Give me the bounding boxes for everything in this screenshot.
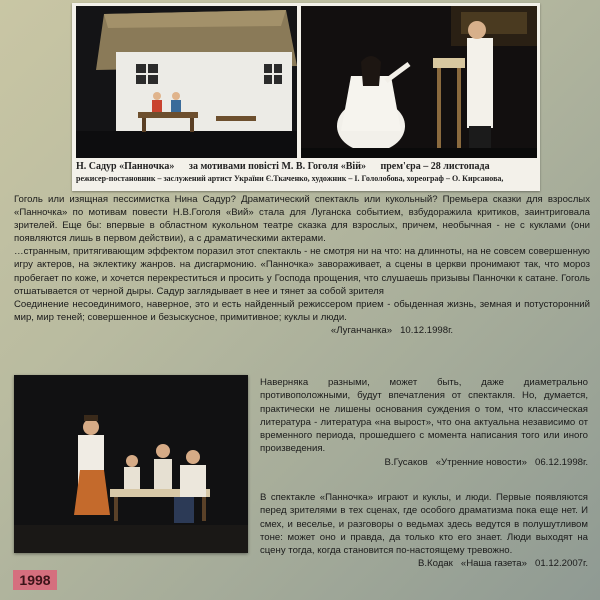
- stage-photo-cottage-with-puppets: [76, 6, 297, 158]
- caption-based-on: за мотивами повісті: [188, 161, 279, 172]
- stage-photo-cossacks-at-table: [14, 375, 248, 553]
- review-2: [260, 491, 588, 571]
- review-2-text: В спектакле «Панночка» играют и куклы, и люди. Первые появляются перед зрителями в тех сценах, где особого драматизма пока еще нет. И смех, и веселье, и разговоры о ведьмах здесь ведутся в полушутливом тоне: может оно и правда, да только кто его знает. Люди выходят на сцену тогда, когда становится по-настоящему тревожно.: [260, 492, 588, 557]
- stage-photo-cossacks-art: [14, 375, 248, 553]
- stage-photo-church-scene-art: [301, 6, 537, 158]
- stage-photo-kneeling-woman-and-priest: [301, 6, 537, 158]
- article-conclusion: Соединение несоединимого, наверное, это и есть найденный режиссером прием - обыденная жизнь, земная и потусторонний мир, мир теней; совершенное и безыскусное, примитивное; куклы и люди.: [14, 298, 590, 323]
- article-intro: Гоголь или изящная пессимистка Нина Садур? Драматический спектакль или кукольный? Премьера сказки для взрослых «Панночка» по мотивам повести Н.В.Гоголя «Вий» стала для Луганска событием, взбудоражила критиков, заинтриговала зрителей. Еще бы: впервые в областном кукольном театре сказка для взрослых, причем, необычная - не с куклами (они появляются лишь в первом действии), а с драматическими актерами.: [14, 194, 590, 245]
- article-source: «Луганчанка»: [330, 324, 393, 336]
- caption-source-author: М. В. Гоголя: [281, 161, 339, 172]
- caption-title-line: [76, 161, 536, 172]
- caption-play-title: «Панночка»: [119, 161, 175, 172]
- caption-premiere: прем'єра – 28 листопада: [380, 161, 490, 172]
- caption-credits: режисер-постановник – заслужений артист України Є.Ткаченко, художник – І. Гололобова, хореограф – О. Кирсанова,: [76, 174, 504, 183]
- review-2-date: 01.12.2007г.: [534, 558, 588, 570]
- review-1-signature: [260, 456, 588, 469]
- review-2-author: В.Кодак: [417, 558, 453, 570]
- review-1-date: 06.12.1998г.: [534, 456, 588, 468]
- caption-source-title: «Вій»: [340, 161, 366, 172]
- review-1-source: «Утренние новости»: [435, 456, 527, 468]
- photo-strip-caption: [76, 161, 536, 183]
- review-2-signature: [260, 557, 588, 570]
- photo-strip: [72, 3, 540, 191]
- review-1: [260, 376, 588, 469]
- review-1-text: Наверняка разными, может быть, даже диаметрально противоположными, будут впечатления от спектакля. Но, думается, практически не лишены основания суждения о том, что классическая литература - литература «на вырост», что она актуальна независимо от временного периода, прошедшего с момента написания того или иного произведения.: [260, 377, 588, 455]
- article-source-line: [14, 324, 590, 337]
- year-badge: 1998: [13, 570, 57, 590]
- review-2-source: «Наша газета»: [460, 558, 527, 570]
- main-article: [14, 193, 590, 337]
- caption-author: Н. Садур: [76, 161, 117, 172]
- article-date: 10.12.1998г.: [400, 324, 454, 336]
- article-body: …странным, притягивающим эффектом поразил этот спектакль - не смотря ни на что: на длинноты, на не совсем совершенную игру актеров, на эклектику жанров. на дисгармонию. «Панночка» завораживает, а сцены в церкви пронимают так, что мороз пробегает по коже, и хочется перекреститься и просить у Господа прощения, что слушаешь призывы Панночки к сатане. Гоголь отшатывается от черной дыры. Садур заглядывает в нее и тянет за собой зрителя: [14, 246, 590, 297]
- stage-photo-cottage-art: [76, 6, 297, 158]
- review-1-author: В.Гусаков: [384, 456, 428, 468]
